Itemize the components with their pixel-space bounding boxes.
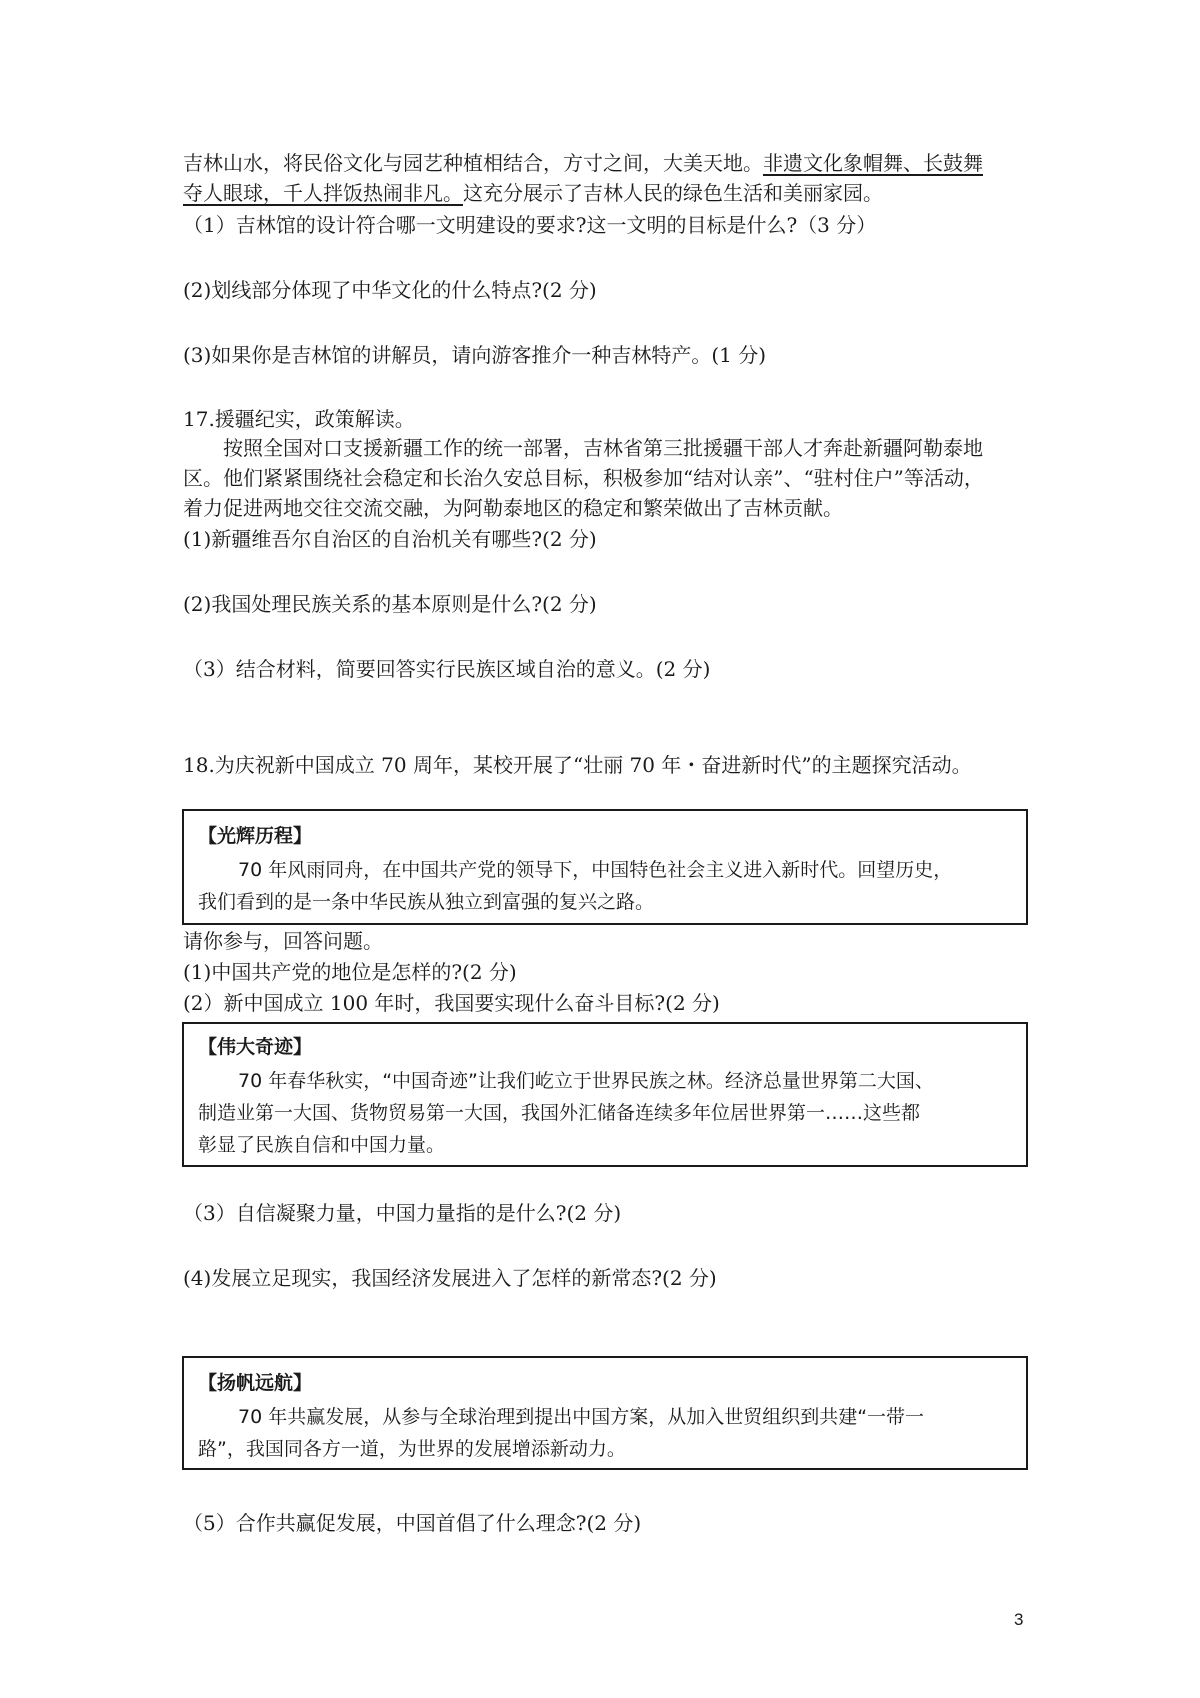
q18-sub-question-2: (2）新中国成立 100 年时，我国要实现什么奋斗目标?(2 分) [183, 991, 720, 1015]
box-title: 【光辉历程】 [198, 825, 313, 847]
q16-text: 这充分展示了吉林人民的绿色生活和美丽家园。 [463, 181, 883, 205]
box-text-line: 70 年春华秋实，“中国奇迹”让我们屹立于世界民族之林。经济总量世界第二大国、 [238, 1070, 934, 1092]
q16-sub-question-1: （1）吉林馆的设计符合哪一文明建设的要求?这一文明的目标是什么?（3 分） [183, 213, 877, 237]
q16-sub-question-2: (2)划线部分体现了中华文化的什么特点?(2 分) [183, 278, 597, 302]
box-text-line: 制造业第一大国、货物贸易第一大国，我国外汇储备连续多年位居世界第一……这些都 [198, 1102, 921, 1124]
q18-title: 18.为庆祝新中国成立 70 周年，某校开展了“壮丽 70 年・奋进新时代”的主题探究活动。 [183, 753, 972, 777]
box-text-line: 路”，我国同各方一道，为世界的发展增添新动力。 [198, 1438, 626, 1460]
box-title: 【扬帆远航】 [198, 1372, 313, 1394]
q18-sub-question-4: (4)发展立足现实，我国经济发展进入了怎样的新常态?(2 分) [183, 1266, 717, 1290]
q16-material-line-2 [183, 178, 1033, 208]
q16-material-line-1 [183, 148, 1033, 178]
q17-title: 17.援疆纪实，政策解读。 [183, 407, 415, 431]
q17-sub-question-2: (2)我国处理民族关系的基本原则是什么?(2 分) [183, 592, 597, 616]
q17-sub-question-3: （3）结合材料，简要回答实行民族区域自治的意义。(2 分) [183, 657, 711, 681]
material-box-set-sail [182, 1356, 1028, 1470]
q17-material-line-1: 按照全国对口支援新疆工作的统一部署，吉林省第三批援疆干部人才奔赴新疆阿勒泰地 [223, 436, 983, 460]
underlined-text: 夺人眼球，千人拌饭热闹非凡。 [183, 181, 463, 205]
box-text-line: 70 年风雨同舟，在中国共产党的领导下，中国特色社会主义进入新时代。回望历史， [238, 859, 953, 881]
q17-material-line-3: 着力促进两地交往交流交融，为阿勒泰地区的稳定和繁荣做出了吉林贡献。 [183, 496, 843, 520]
page-number: 3 [1014, 1610, 1024, 1629]
box-title: 【伟大奇迹】 [198, 1036, 313, 1058]
q16-text: 吉林山水，将民俗文化与园艺种植相结合，方寸之间，大美天地。 [183, 151, 763, 175]
q18-prompt: 请你参与，回答问题。 [183, 929, 383, 953]
material-box-great-miracle [182, 1022, 1028, 1167]
q17-material-line-2: 区。他们紧紧围绕社会稳定和长治久安总目标，积极参加“结对认亲”、“驻村住户”等活动， [183, 466, 984, 490]
box-text-line: 70 年共赢发展，从参与全球治理到提出中国方案，从加入世贸组织到共建“一带一 [238, 1406, 925, 1428]
box-text-line: 彰显了民族自信和中国力量。 [198, 1134, 446, 1156]
q18-sub-question-5: （5）合作共赢促发展，中国首倡了什么理念?(2 分) [183, 1511, 642, 1535]
q16-sub-question-3: (3)如果你是吉林馆的讲解员，请向游客推介一种吉林特产。(1 分) [183, 343, 767, 367]
q18-sub-question-3: （3）自信凝聚力量，中国力量指的是什么?(2 分) [183, 1201, 622, 1225]
underlined-text: 非遗文化象帽舞、长鼓舞 [763, 151, 983, 175]
q17-sub-question-1: (1)新疆维吾尔自治区的自治机关有哪些?(2 分) [183, 527, 597, 551]
box-text-line: 我们看到的是一条中华民族从独立到富强的复兴之路。 [198, 891, 655, 913]
material-box-glorious-history [182, 809, 1028, 925]
q18-sub-question-1: (1)中国共产党的地位是怎样的?(2 分) [183, 960, 517, 984]
